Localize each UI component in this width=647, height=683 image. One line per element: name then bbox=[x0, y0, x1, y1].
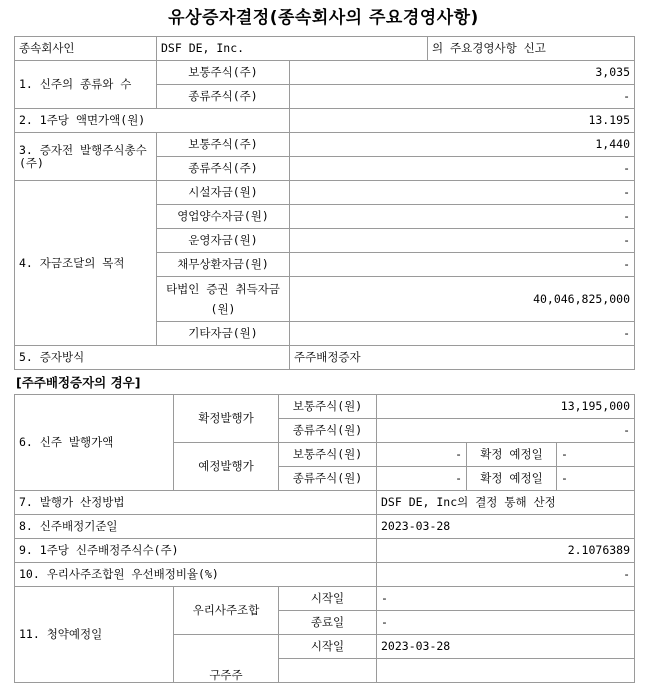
esop-sub-label: 우리사주조합 bbox=[174, 587, 279, 635]
securities-label: 타법인 증권 취득자금(원) bbox=[157, 277, 290, 322]
header-row bbox=[15, 37, 635, 61]
table-row bbox=[15, 587, 635, 611]
exp-common-date-value: - bbox=[557, 443, 635, 467]
price-label: 6. 신주 발행가액 bbox=[15, 395, 174, 491]
table-row bbox=[15, 539, 635, 563]
subsidiary-name: DSF DE, Inc. bbox=[157, 37, 428, 61]
page-title: 유상증자결정(종속회사의 주요경영사항) bbox=[168, 8, 479, 28]
table-row bbox=[15, 181, 635, 205]
exp-preferred-value: - bbox=[377, 467, 467, 491]
pre-preferred-label: 종류주식(주) bbox=[157, 157, 290, 181]
allotment-table bbox=[14, 394, 635, 683]
table-row bbox=[15, 563, 635, 587]
conf-common-value: 13,195,000 bbox=[377, 395, 635, 419]
pre-preferred-value: - bbox=[290, 157, 635, 181]
operating-label: 운영자금(원) bbox=[157, 229, 290, 253]
table-row bbox=[15, 346, 635, 370]
table-row bbox=[15, 515, 635, 539]
securities-value: 40,046,825,000 bbox=[290, 277, 635, 322]
method-label: 5. 증자방식 bbox=[15, 346, 290, 370]
conf-preferred-label: 종류주식(원) bbox=[279, 419, 377, 443]
pre-shares-label: 3. 증자전 발행주식총수(주) bbox=[15, 133, 157, 181]
debt-label: 채무상환자금(원) bbox=[157, 253, 290, 277]
existing-start-value: 2023-03-28 bbox=[377, 635, 635, 659]
section-title: [주주배정증자의 경우] bbox=[16, 375, 141, 390]
par-label: 2. 1주당 액면가액(원) bbox=[15, 109, 290, 133]
preferred-value: - bbox=[290, 85, 635, 109]
record-date-label: 8. 신주배정기준일 bbox=[15, 515, 377, 539]
other-label: 기타자금(원) bbox=[157, 322, 290, 346]
report-suffix: 의 주요경영사항 신고 bbox=[428, 37, 635, 61]
existing-start-label: 시작일 bbox=[279, 635, 377, 659]
esop-label: 10. 우리사주조합원 우선배정비율(%) bbox=[15, 563, 377, 587]
table-row bbox=[15, 491, 635, 515]
facility-value: - bbox=[290, 181, 635, 205]
exp-common-date-label: 확정 예정일 bbox=[467, 443, 557, 467]
common-value: 3,035 bbox=[290, 61, 635, 85]
table-row bbox=[15, 395, 635, 419]
common-label: 보통주식(주) bbox=[157, 61, 290, 85]
esop-end-value: - bbox=[377, 611, 635, 635]
pricing-value: DSF DE, Inc의 결정 통해 산정 bbox=[377, 491, 635, 515]
conf-common-label: 보통주식(원) bbox=[279, 395, 377, 419]
esop-value: - bbox=[377, 563, 635, 587]
main-table bbox=[14, 36, 635, 370]
facility-label: 시설자금(원) bbox=[157, 181, 290, 205]
per-share-value: 2.1076389 bbox=[377, 539, 635, 563]
business-transfer-label: 영업양수자금(원) bbox=[157, 205, 290, 229]
debt-value: - bbox=[290, 253, 635, 277]
table-row bbox=[15, 133, 635, 157]
table-row bbox=[15, 61, 635, 85]
record-date-value: 2023-03-28 bbox=[377, 515, 635, 539]
table-row bbox=[15, 109, 635, 133]
esop-end-label: 종료일 bbox=[279, 611, 377, 635]
exp-common-value: - bbox=[377, 443, 467, 467]
new-shares-label: 1. 신주의 종류와 수 bbox=[15, 61, 157, 109]
other-value: - bbox=[290, 322, 635, 346]
exp-common-label: 보통주식(원) bbox=[279, 443, 377, 467]
subscription-label: 11. 청약예정일 bbox=[15, 587, 174, 683]
business-transfer-value: - bbox=[290, 205, 635, 229]
conf-preferred-value: - bbox=[377, 419, 635, 443]
exp-preferred-label: 종류주식(원) bbox=[279, 467, 377, 491]
operating-value: - bbox=[290, 229, 635, 253]
esop-start-value: - bbox=[377, 587, 635, 611]
preferred-label: 종류주식(주) bbox=[157, 85, 290, 109]
method-value: 주주배정증자 bbox=[290, 346, 635, 370]
pre-common-value: 1,440 bbox=[290, 133, 635, 157]
existing-label: 구주주 bbox=[174, 635, 279, 683]
expected-label: 예정발행가 bbox=[174, 443, 279, 491]
purpose-label: 4. 자금조달의 목적 bbox=[15, 181, 157, 346]
exp-preferred-date-value: - bbox=[557, 467, 635, 491]
esop-start-label: 시작일 bbox=[279, 587, 377, 611]
per-share-label: 9. 1주당 신주배정주식수(주) bbox=[15, 539, 377, 563]
par-value: 13.195 bbox=[290, 109, 635, 133]
exp-preferred-date-label: 확정 예정일 bbox=[467, 467, 557, 491]
subsidiary-label: 종속회사인 bbox=[15, 37, 157, 61]
pre-common-label: 보통주식(주) bbox=[157, 133, 290, 157]
confirmed-label: 확정발행가 bbox=[174, 395, 279, 443]
pricing-label: 7. 발행가 산정방법 bbox=[15, 491, 377, 515]
